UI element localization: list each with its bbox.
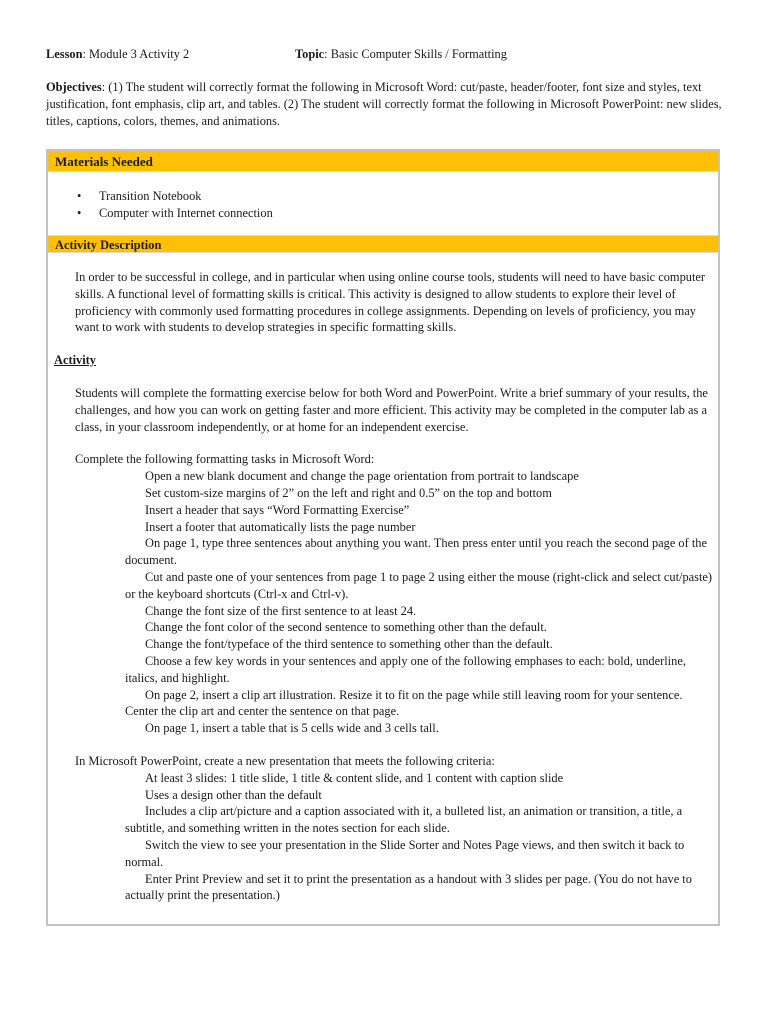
activity-heading: Activity (54, 353, 96, 368)
topic-value: : Basic Computer Skills / Formatting (324, 47, 507, 61)
list-item: Insert a header that says “Word Formatting Exercise” (145, 502, 410, 517)
list-item: Cut and paste one of your sentences from page 1 to page 2 using either the mouse (right-click and select cut/paste) or the keyboard shortcuts (Ctrl-x and Ctrl-v). (125, 569, 713, 601)
objectives-text: : (1) The student will correctly format the following in Microsoft Word: cut/paste, header/footer, font size and styles, text justification, font emphasis, clip art, and tables. (2) The student will correctly format the following in Microsoft PowerPoint: new slides, titles, captions, colors, themes, and animations. (46, 80, 722, 128)
list-item: Uses a design other than the default (145, 787, 322, 802)
list-item: Enter Print Preview and set it to print the presentation as a handout with 3 slides per page. (You do not have to actually print the presentation.) (125, 871, 692, 903)
list-item (48, 188, 718, 205)
list-item: Open a new blank document and change the page orientation from portrait to landscape (145, 469, 579, 484)
list-item: Insert a footer that automatically lists the page number (145, 519, 416, 534)
bullet-icon: • (77, 205, 82, 220)
list-item: Includes a clip art/picture and a caption associated with it, a bulleted list, an animation or transition, a title, a subtitle, and something written in the notes section for each slide. (125, 804, 683, 836)
list-item: Switch the view to see your presentation in the Slide Sorter and Notes Page views, and then switch it back to normal. (125, 837, 685, 869)
lesson-label: Lesson (46, 47, 83, 61)
materials-item: Computer with Internet connection (99, 205, 273, 220)
list-item: On page 1, insert a table that is 5 cells wide and 3 cells tall. (145, 721, 439, 736)
topic-info (295, 46, 507, 63)
list-item: On page 2, insert a clip art illustration. Resize it to fit on the page while still leaving room for your sentence. Center the clip art and center the sentence on that page. (125, 687, 683, 719)
list-item: Change the font color of the second sentence to something other than the default. (145, 620, 547, 635)
lesson-info (46, 47, 189, 61)
powerpoint-tasks-intro: In Microsoft PowerPoint, create a new presentation that meets the following criteria: (75, 753, 495, 768)
list-item: Change the font size of the first sentence to at least 24. (145, 603, 417, 618)
lesson-value: : Module 3 Activity 2 (82, 47, 190, 61)
bullet-icon: • (77, 189, 82, 203)
activity-description-heading: Activity Description (48, 235, 718, 253)
word-task-list (48, 468, 718, 737)
objectives-label: Objectives (46, 80, 102, 94)
activity-description-text: In order to be successful in college, and in particular when using online course tools, students will need to have basic computer skills. A functional level of formatting skills is critical. This activity is designed to allow students to explore their level of proficiency with commonly used formatting procedures in college assignments. Depending on levels of proficiency, you may want to work with students to develop strategies in specific formatting skills. (75, 270, 706, 335)
topic-label: Topic (295, 47, 325, 61)
list-item: Set custom-size margins of 2” on the left and right and 0.5” on the top and bottom (145, 485, 552, 500)
materials-item: Transition Notebook (99, 189, 202, 203)
list-item: At least 3 slides: 1 title slide, 1 title & content slide, and 1 content with caption slide (145, 770, 564, 785)
activity-table (46, 149, 720, 926)
list-item: Choose a few key words in your sentences and apply one of the following emphases to each: bold, underline, italics, and highlight. (125, 653, 686, 685)
list-item (48, 205, 718, 222)
objectives-paragraph (46, 79, 726, 129)
materials-heading: Materials Needed (48, 151, 718, 172)
list-item: On page 1, type three sentences about anything you want. Then press enter until you reach the second page of the document. (125, 536, 707, 568)
word-tasks-intro: Complete the following formatting tasks in Microsoft Word: (75, 452, 375, 467)
powerpoint-task-list (48, 770, 718, 904)
activity-intro-text: Students will complete the formatting exercise below for both Word and PowerPoint. Write a brief summary of your results, the challenges, and how you can work on getting faster and more efficient. This activity may be completed in the computer lab as a class, in your classroom independently, or at home for an independent exercise. (75, 385, 708, 434)
lesson-header (46, 46, 736, 63)
materials-list (48, 188, 718, 235)
list-item: Change the font/typeface of the third sentence to something other than the default. (145, 637, 553, 652)
